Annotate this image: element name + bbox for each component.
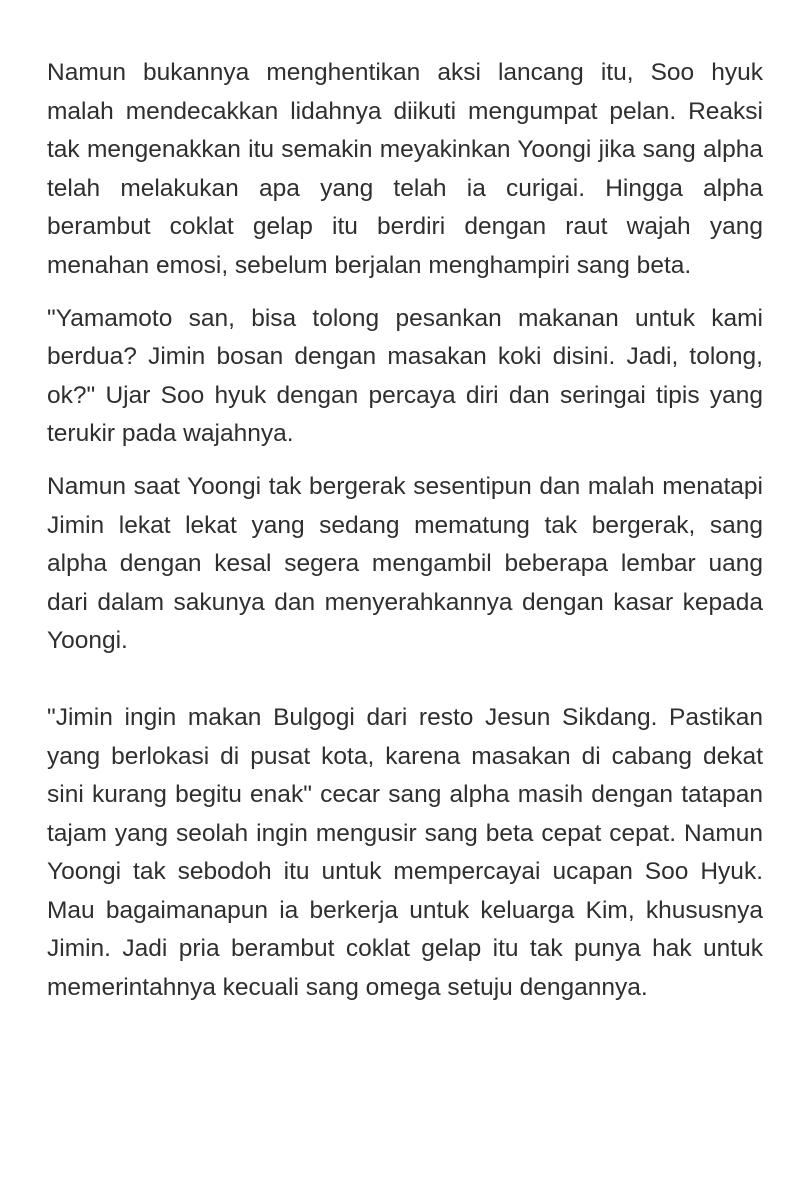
paragraph-2: "Yamamoto san, bisa tolong pesankan makanan untuk kami berdua? Jimin bosan dengan masakan koki disini. Jadi, tolong, ok?" Ujar Soo hyuk dengan percaya diri dan seringai tipis yang terukir pada wajahnya. <box>47 304 763 448</box>
story-text <box>47 54 763 1022</box>
paragraph-3: Namun saat Yoongi tak bergerak sesentipun dan malah menatapi Jimin lekat lekat yang sedang mematung tak bergerak, sang alpha dengan kesal segera mengambil beberapa lembar uang dari dalam sakunya dan menyerahkannya dengan kasar kepada Yoongi. <box>47 472 763 655</box>
paragraph-1: Namun bukannya menghentikan aksi lancang itu, Soo hyuk malah mendecakkan lidahnya diikuti mengumpat pelan. Reaksi tak mengenakkan itu semakin meyakinkan Yoongi jika sang alpha telah melakukan apa yang telah ia curigai. Hingga alpha berambut coklat gelap itu berdiri dengan raut wajah yang menahan emosi, sebelum berjalan menghampiri sang beta. <box>47 59 763 279</box>
paragraph-4: "Jimin ingin makan Bulgogi dari resto Jesun Sikdang. Pastikan yang berlokasi di pusat kota, karena masakan di cabang dekat sini kurang begitu enak" cecar sang alpha masih dengan tatapan tajam yang seolah ingin mengusir sang beta cepat cepat. Namun Yoongi tak sebodoh itu untuk mempercayai ucapan Soo Hyuk. Mau bagaimanapun ia berkerja untuk keluarga Kim, khususnya Jimin. Jadi pria berambut coklat gelap itu tak punya hak untuk memerintahnya kecuali sang omega setuju dengannya. <box>47 703 763 1002</box>
